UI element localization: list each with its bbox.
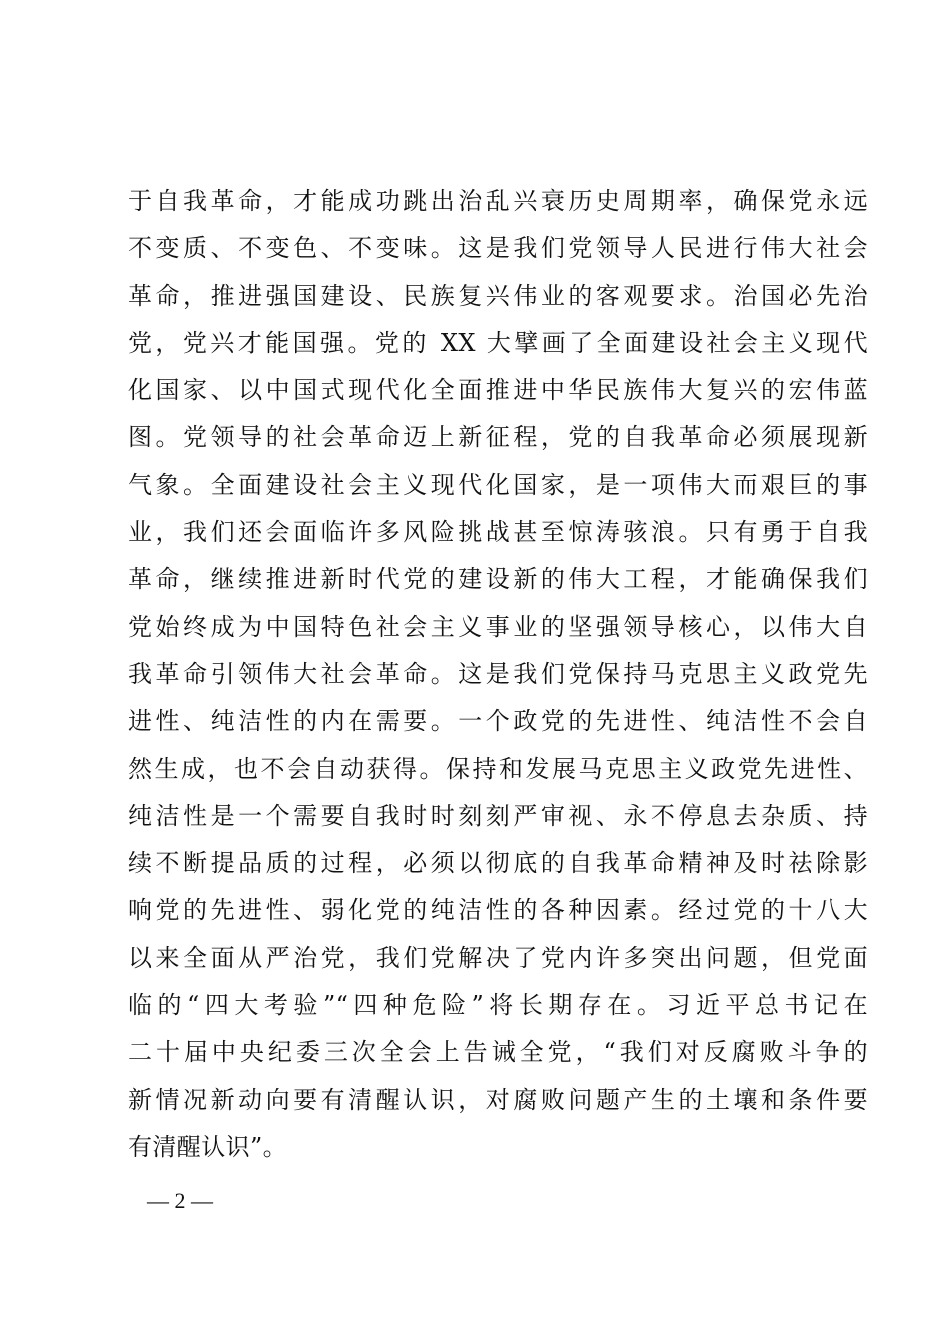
text-line-19: 二十届中央纪委三次全会上告诫全党，“我们对反腐败斗争的 [128, 1038, 868, 1067]
text-line-9: 革命，继续推进新时代党的建设新的伟大工程，才能确保我们 [128, 565, 868, 594]
text-line-17: 以来全面从严治党，我们党解决了党内许多突出问题，但党面 [128, 943, 868, 972]
text-line-4: 党，党兴才能国强。党的 XX 大擘画了全面建设社会主义现代 [128, 328, 868, 357]
text-line-7: 气象。全面建设社会主义现代化国家，是一项伟大而艰巨的事 [128, 470, 868, 499]
text-line-10: 党始终成为中国特色社会主义事业的坚强领导核心，以伟大自 [128, 612, 868, 641]
text-line-6: 图。党领导的社会革命迈上新征程，党的自我革命必须展现新 [128, 423, 868, 452]
text-line-13: 然生成，也不会自动获得。保持和发展马克思主义政党先进性、 [128, 754, 868, 783]
text-line-8: 业，我们还会面临许多风险挑战甚至惊涛骇浪。只有勇于自我 [128, 518, 868, 547]
text-line-1: 于自我革命，才能成功跳出治乱兴衰历史周期率，确保党永远 [128, 187, 868, 215]
page-number: — 2 — [147, 1188, 213, 1213]
text-line-21: 有清醒认识”。 [128, 1132, 288, 1161]
text-line-14: 纯洁性是一个需要自我时时刻刻严审视、永不停息去杂质、持 [128, 801, 868, 830]
text-line-12: 进性、纯洁性的内在需要。一个政党的先进性、纯洁性不会自 [128, 707, 868, 736]
text-line-11: 我革命引领伟大社会革命。这是我们党保持马克思主义政党先 [128, 659, 868, 688]
text-line-2: 不变质、不变色、不变味。这是我们党领导人民进行伟大社会 [128, 234, 868, 263]
text-line-16: 响党的先进性、弱化党的纯洁性的各种因素。经过党的十八大 [128, 896, 868, 925]
text-line-3: 革命，推进强国建设、民族复兴伟业的客观要求。治国必先治 [128, 281, 868, 310]
text-line-15: 续不断提品质的过程，必须以彻底的自我革命精神及时祛除影 [128, 849, 868, 878]
body-paragraph [128, 178, 868, 1171]
text-line-18: 临的“四大考验”“四种危险”将长期存在。习近平总书记在 [128, 991, 868, 1020]
text-line-20: 新情况新动向要有清醒认识，对腐败问题产生的土壤和条件要 [128, 1085, 868, 1114]
text-line-5: 化国家、以中国式现代化全面推进中华民族伟大复兴的宏伟蓝 [128, 376, 868, 405]
